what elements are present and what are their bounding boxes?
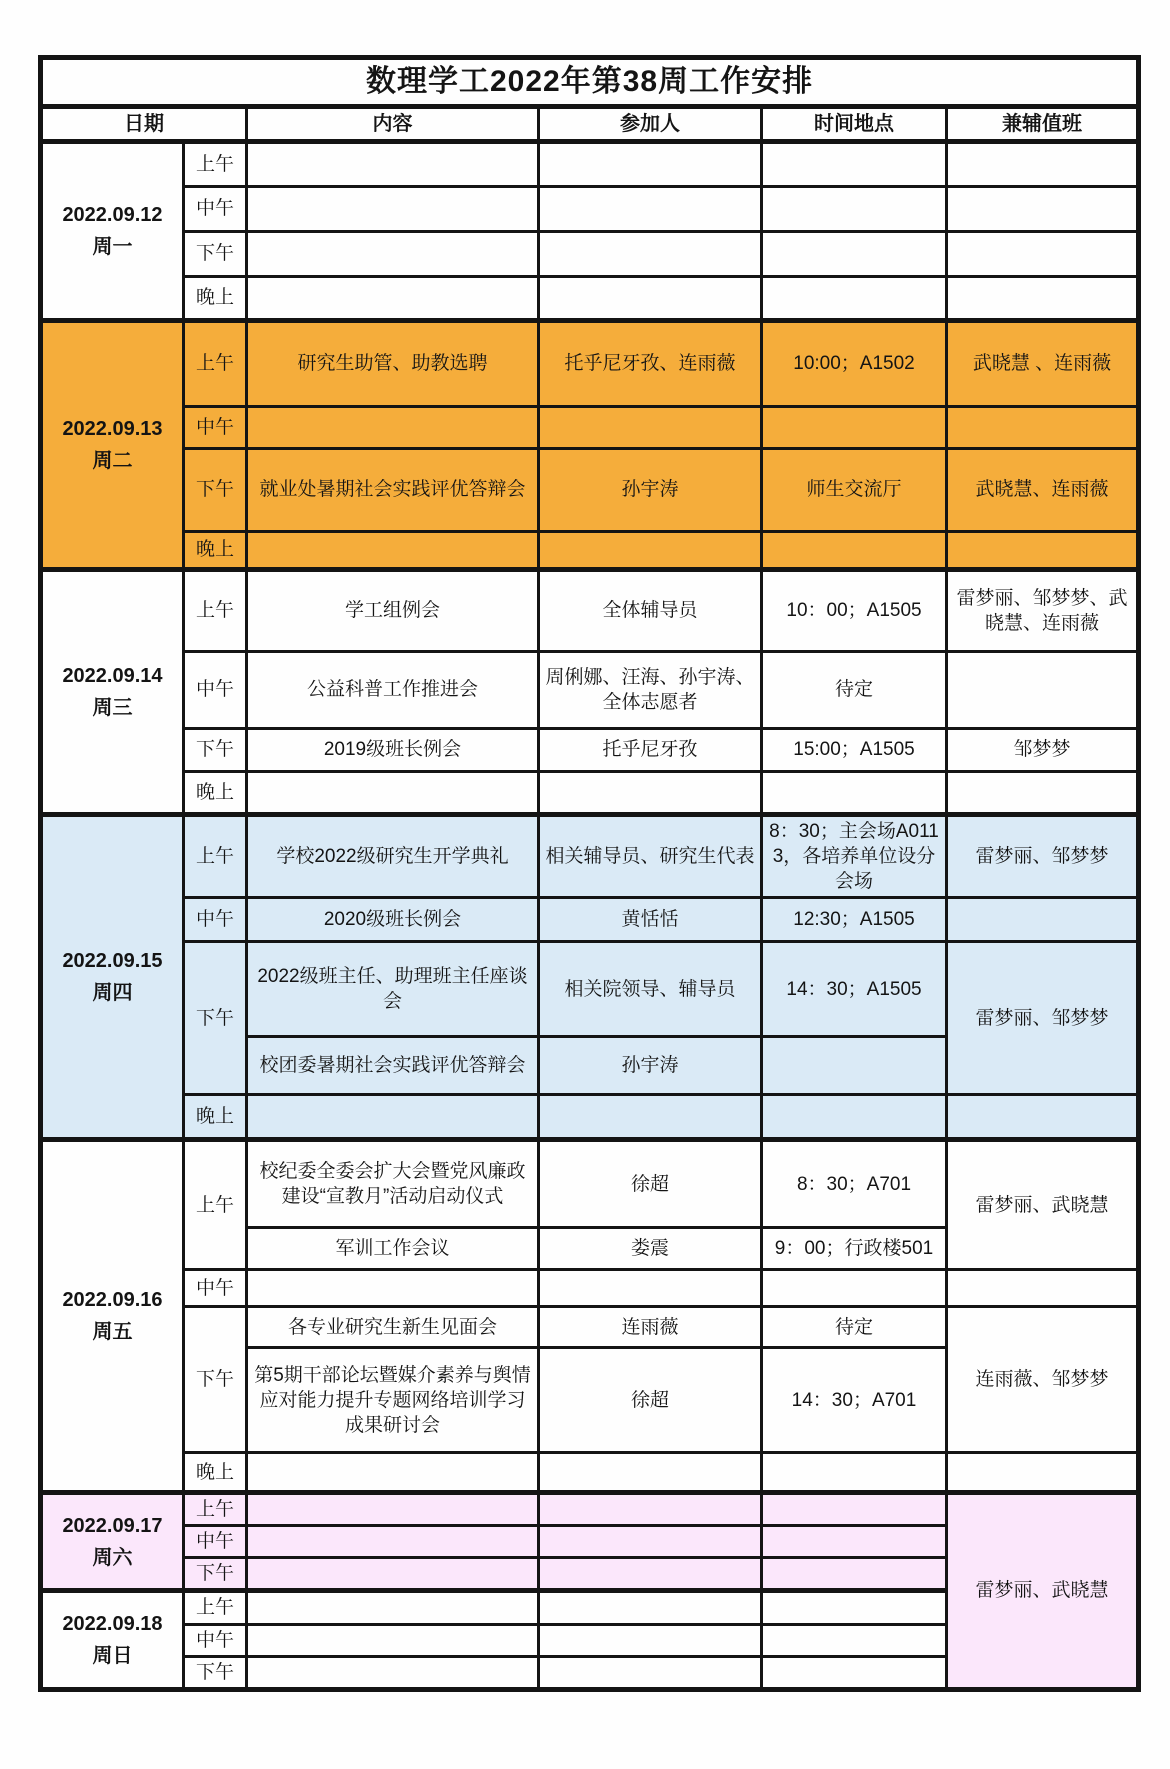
- participants-cell: [539, 1656, 762, 1689]
- participants-cell: [539, 1526, 762, 1558]
- duty-cell: 武晓慧、连雨薇: [947, 448, 1139, 531]
- period-cell: 晚上: [184, 1095, 247, 1140]
- content-cell: [247, 1526, 539, 1558]
- duty-cell: 武晓慧 、连雨薇: [947, 320, 1139, 406]
- content-cell: [247, 406, 539, 448]
- participants-cell: [539, 1453, 762, 1493]
- duty-cell: 雷梦丽、武晓慧: [947, 1140, 1139, 1270]
- content-cell: [247, 1624, 539, 1656]
- participants-cell: 托乎尼牙孜: [539, 728, 762, 771]
- period-cell: 上午: [184, 1493, 247, 1526]
- duty-cell: [947, 231, 1139, 276]
- period-cell: 上午: [184, 1140, 247, 1270]
- time-place-cell: [762, 141, 947, 186]
- date-cell: [41, 1591, 184, 1689]
- content-cell: [247, 1493, 539, 1526]
- content-cell: [247, 231, 539, 276]
- participants-cell: 全体辅导员: [539, 569, 762, 651]
- period-cell: 上午: [184, 1591, 247, 1624]
- duty-cell: [947, 406, 1139, 448]
- time-place-cell: 8：30；主会场A0113，各培养单位设分会场: [762, 814, 947, 897]
- weekday-text: 周四: [92, 982, 133, 1005]
- content-cell: 学校2022级研究生开学典礼: [247, 814, 539, 897]
- period-cell: 上午: [184, 141, 247, 186]
- content-cell: 学工组例会: [247, 569, 539, 651]
- duty-cell: 雷梦丽、邹梦梦、武晓慧、连雨薇: [947, 569, 1139, 651]
- duty-cell: [947, 531, 1139, 569]
- time-place-cell: 8：30；A701: [762, 1140, 947, 1228]
- schedule-row: [41, 1270, 1139, 1307]
- column-header-row: [41, 106, 1139, 141]
- time-place-cell: [762, 1453, 947, 1493]
- content-cell: 第5期干部论坛暨媒介素养与舆情应对能力提升专题网络培训学习成果研讨会: [247, 1348, 539, 1453]
- date-text: 2022.09.15: [62, 950, 163, 973]
- time-place-cell: 12:30；A1505: [762, 898, 947, 942]
- content-cell: 公益科普工作推进会: [247, 651, 539, 728]
- weekday-text: 周三: [92, 696, 133, 719]
- participants-cell: [539, 1493, 762, 1526]
- schedule-row: [41, 1140, 1139, 1228]
- participants-cell: 娄震: [539, 1228, 762, 1270]
- content-cell: [247, 1095, 539, 1140]
- duty-cell: [947, 141, 1139, 186]
- participants-cell: [539, 406, 762, 448]
- time-place-cell: [762, 1095, 947, 1140]
- content-cell: 军训工作会议: [247, 1228, 539, 1270]
- weekday-text: 周一: [92, 235, 133, 258]
- date-cell: [41, 814, 184, 1139]
- duty-cell: 邹梦梦: [947, 728, 1139, 771]
- period-cell: 上午: [184, 814, 247, 897]
- time-place-cell: 14：30；A701: [762, 1348, 947, 1453]
- content-cell: [247, 276, 539, 320]
- time-place-cell: 10:00；A1502: [762, 320, 947, 406]
- time-place-cell: 师生交流厅: [762, 448, 947, 531]
- period-cell: 晚上: [184, 1453, 247, 1493]
- participants-cell: [539, 771, 762, 814]
- schedule-row: [41, 186, 1139, 231]
- time-place-cell: 待定: [762, 651, 947, 728]
- column-header-date: 日期: [41, 106, 247, 141]
- duty-cell: 雷梦丽、邹梦梦: [947, 814, 1139, 897]
- content-cell: 校团委暑期社会实践评优答辩会: [247, 1037, 539, 1095]
- weekday-text: 周六: [92, 1546, 133, 1569]
- time-place-cell: [762, 1558, 947, 1591]
- participants-cell: 孙宇涛: [539, 448, 762, 531]
- period-cell: 晚上: [184, 771, 247, 814]
- duty-cell: [947, 1270, 1139, 1307]
- schedule-row: [41, 276, 1139, 320]
- time-place-cell: [762, 1493, 947, 1526]
- period-cell: 下午: [184, 448, 247, 531]
- period-cell: 中午: [184, 186, 247, 231]
- participants-cell: [539, 276, 762, 320]
- schedule-table: [38, 55, 1141, 1692]
- time-place-cell: 10：00；A1505: [762, 569, 947, 651]
- duty-cell: [947, 186, 1139, 231]
- date-cell: [41, 1493, 184, 1591]
- participants-cell: [539, 141, 762, 186]
- content-cell: 各专业研究生新生见面会: [247, 1307, 539, 1348]
- page-title: 数理学工2022年第38周工作安排: [41, 58, 1139, 107]
- duty-cell: [947, 898, 1139, 942]
- participants-cell: 黄恬恬: [539, 898, 762, 942]
- period-cell: 上午: [184, 569, 247, 651]
- time-place-cell: [762, 406, 947, 448]
- schedule-row: [41, 448, 1139, 531]
- period-cell: 下午: [184, 1307, 247, 1453]
- duty-cell: [947, 1453, 1139, 1493]
- participants-cell: [539, 231, 762, 276]
- schedule-sheet: [38, 55, 1141, 1692]
- content-cell: [247, 1656, 539, 1689]
- participants-cell: [539, 1270, 762, 1307]
- period-cell: 下午: [184, 942, 247, 1095]
- content-cell: [247, 1453, 539, 1493]
- duty-cell: 连雨薇、邹梦梦: [947, 1307, 1139, 1453]
- time-place-cell: [762, 1526, 947, 1558]
- content-cell: 研究生助管、助教选聘: [247, 320, 539, 406]
- column-header-time-place: 时间地点: [762, 106, 947, 141]
- time-place-cell: [762, 1591, 947, 1624]
- content-cell: 校纪委全委会扩大会暨党风廉政建设“宣教月”活动启动仪式: [247, 1140, 539, 1228]
- content-cell: [247, 531, 539, 569]
- column-header-duty: 兼辅值班: [947, 106, 1139, 141]
- schedule-row: [41, 728, 1139, 771]
- title-row: [41, 58, 1139, 107]
- date-cell: [41, 141, 184, 320]
- schedule-row: [41, 898, 1139, 942]
- period-cell: 中午: [184, 1526, 247, 1558]
- date-text: 2022.09.17: [62, 1514, 163, 1537]
- date-cell: [41, 320, 184, 569]
- participants-cell: [539, 186, 762, 231]
- date-text: 2022.09.13: [62, 417, 163, 440]
- participants-cell: [539, 531, 762, 569]
- period-cell: 中午: [184, 898, 247, 942]
- participants-cell: 孙宇涛: [539, 1037, 762, 1095]
- time-place-cell: [762, 1624, 947, 1656]
- period-cell: 晚上: [184, 531, 247, 569]
- content-cell: [247, 186, 539, 231]
- period-cell: 下午: [184, 231, 247, 276]
- schedule-row: [41, 531, 1139, 569]
- date-cell: [41, 569, 184, 814]
- content-cell: 2020级班长例会: [247, 898, 539, 942]
- schedule-row: [41, 320, 1139, 406]
- period-cell: 中午: [184, 406, 247, 448]
- duty-cell: [947, 651, 1139, 728]
- schedule-row: [41, 814, 1139, 897]
- participants-cell: 相关辅导员、研究生代表: [539, 814, 762, 897]
- time-place-cell: [762, 1037, 947, 1095]
- schedule-row: [41, 231, 1139, 276]
- time-place-cell: [762, 186, 947, 231]
- date-text: 2022.09.14: [62, 664, 163, 687]
- schedule-row: [41, 406, 1139, 448]
- participants-cell: [539, 1591, 762, 1624]
- schedule-row: [41, 141, 1139, 186]
- schedule-row: [41, 569, 1139, 651]
- period-cell: 中午: [184, 1624, 247, 1656]
- column-header-content: 内容: [247, 106, 539, 141]
- time-place-cell: [762, 231, 947, 276]
- period-cell: 下午: [184, 728, 247, 771]
- schedule-row: [41, 1095, 1139, 1140]
- time-place-cell: [762, 1270, 947, 1307]
- content-cell: 2022级班主任、助理班主任座谈会: [247, 942, 539, 1037]
- period-cell: 下午: [184, 1656, 247, 1689]
- duty-cell: 雷梦丽、武晓慧: [947, 1493, 1139, 1689]
- weekday-text: 周二: [92, 449, 133, 472]
- schedule-row: [41, 1493, 1139, 1526]
- date-text: 2022.09.16: [62, 1289, 163, 1312]
- participants-cell: [539, 1558, 762, 1591]
- time-place-cell: 待定: [762, 1307, 947, 1348]
- period-cell: 晚上: [184, 276, 247, 320]
- participants-cell: [539, 1624, 762, 1656]
- schedule-row: [41, 651, 1139, 728]
- weekday-text: 周日: [92, 1645, 133, 1668]
- time-place-cell: [762, 531, 947, 569]
- period-cell: 中午: [184, 651, 247, 728]
- date-cell: [41, 1140, 184, 1493]
- duty-cell: [947, 276, 1139, 320]
- time-place-cell: 14：30；A1505: [762, 942, 947, 1037]
- duty-cell: 雷梦丽、邹梦梦: [947, 942, 1139, 1095]
- participants-cell: [539, 1095, 762, 1140]
- period-cell: 下午: [184, 1558, 247, 1591]
- time-place-cell: 9：00；行政楼501: [762, 1228, 947, 1270]
- participants-cell: 相关院领导、辅导员: [539, 942, 762, 1037]
- time-place-cell: [762, 276, 947, 320]
- time-place-cell: 15:00；A1505: [762, 728, 947, 771]
- period-cell: 中午: [184, 1270, 247, 1307]
- duty-cell: [947, 771, 1139, 814]
- time-place-cell: [762, 1656, 947, 1689]
- time-place-cell: [762, 771, 947, 814]
- date-text: 2022.09.12: [62, 203, 163, 226]
- participants-cell: 周俐娜、汪海、孙宇涛、全体志愿者: [539, 651, 762, 728]
- schedule-row: [41, 942, 1139, 1037]
- weekday-text: 周五: [92, 1321, 133, 1344]
- content-cell: [247, 1558, 539, 1591]
- content-cell: [247, 141, 539, 186]
- schedule-row: [41, 771, 1139, 814]
- participants-cell: 徐超: [539, 1140, 762, 1228]
- content-cell: 2019级班长例会: [247, 728, 539, 771]
- content-cell: [247, 1591, 539, 1624]
- participants-cell: 徐超: [539, 1348, 762, 1453]
- period-cell: 上午: [184, 320, 247, 406]
- participants-cell: 连雨薇: [539, 1307, 762, 1348]
- schedule-row: [41, 1453, 1139, 1493]
- schedule-row: [41, 1307, 1139, 1348]
- column-header-participants: 参加人: [539, 106, 762, 141]
- content-cell: [247, 1270, 539, 1307]
- content-cell: [247, 771, 539, 814]
- duty-cell: [947, 1095, 1139, 1140]
- participants-cell: 托乎尼牙孜、连雨薇: [539, 320, 762, 406]
- content-cell: 就业处暑期社会实践评优答辩会: [247, 448, 539, 531]
- date-text: 2022.09.18: [62, 1613, 163, 1636]
